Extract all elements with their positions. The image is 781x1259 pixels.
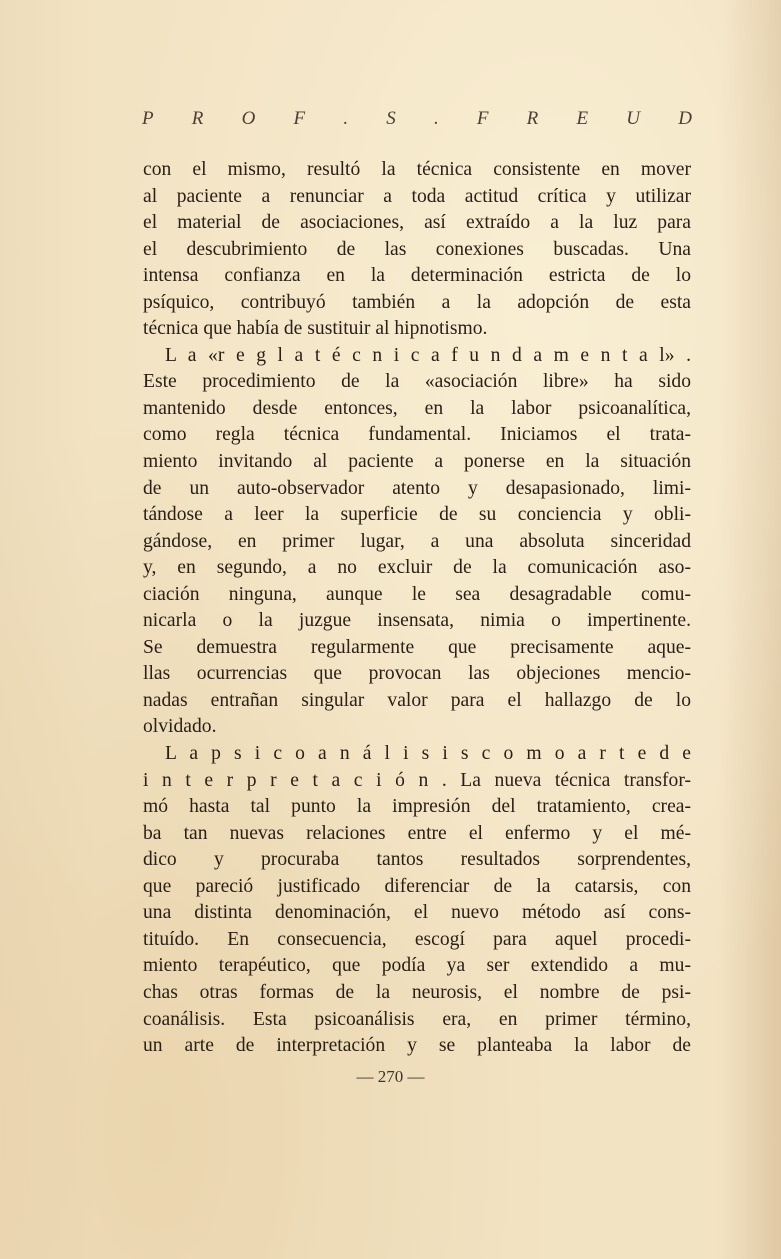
header-letter: F	[476, 108, 489, 129]
text-line: olvidado.	[143, 716, 217, 738]
header-letter: E	[576, 108, 589, 129]
text-line: Este procedimiento de la «asociación libre» ha sido	[143, 371, 691, 393]
text-line: intensa confianza en la determinación estricta de lo	[143, 265, 691, 287]
text-line: ba tan nuevas relaciones entre el enfermo y el mé-	[143, 822, 691, 844]
text-line: una distinta denominación, el nuevo método así cons-	[143, 902, 691, 924]
text-line: chas otras formas de la neurosis, el nombre de psi-	[143, 981, 691, 1003]
text-line: mó hasta tal punto la impresión del tratamiento, crea-	[143, 796, 691, 818]
section-heading-line: L a p s i c o a n á l i s i s c o m o a r t e d e	[165, 743, 691, 765]
text-line: nicarla o la juzgue insensata, nimia o impertinente.	[143, 610, 691, 632]
header-letter: P	[142, 108, 154, 129]
text-line: con el mismo, resultó la técnica consistente en mover	[143, 159, 691, 180]
text-line: miento terapéutico, que podía ya ser extendido a mu-	[143, 955, 691, 977]
text-line: ciación ninguna, aunque le sea desagradable comu-	[143, 583, 691, 605]
header-letter: O	[241, 108, 256, 129]
text-line: coanálisis. Esta psicoanálisis era, en primer término,	[143, 1008, 691, 1030]
header-letter: R	[526, 108, 539, 129]
section-heading-line: L a «r e g l a t é c n i c a f u n d a m e n t a l» .	[165, 344, 691, 366]
text-line: miento invitando al paciente a ponerse en la situación	[143, 451, 691, 473]
body-text	[143, 157, 691, 1060]
text-line: Se demuestra regularmente que precisamente aque-	[143, 636, 691, 658]
header-letter: .	[343, 108, 349, 129]
running-header	[142, 108, 692, 136]
text-line: tituído. En consecuencia, escogí para aquel procedi-	[143, 928, 691, 950]
text-line: técnica que había de sustituir al hipnotismo.	[143, 318, 488, 340]
header-letter: D	[678, 108, 692, 129]
header-letter: S	[386, 108, 396, 129]
text-line: mantenido desde entonces, en la labor psicoanalítica,	[143, 397, 691, 419]
text-line: llas ocurrencias que provocan las objeciones mencio-	[143, 663, 691, 685]
header-letter: R	[191, 108, 204, 129]
header-letter: .	[433, 108, 439, 129]
text-line: el descubrimiento de las conexiones buscadas. Una	[143, 238, 691, 260]
text-line: de un auto-observador atento y desapasionado, limi-	[143, 477, 691, 499]
page-number: — 270 —	[356, 1067, 425, 1086]
header-letter: U	[626, 108, 640, 129]
text-line: i n t e r p r e t a c i ó n . La nueva técnica transfor-	[143, 769, 691, 791]
text-line: psíquico, contribuyó también a la adopción de esta	[143, 291, 691, 313]
text-line: como regla técnica fundamental. Iniciamos el trata-	[143, 424, 691, 446]
paragraph-2	[143, 343, 691, 741]
text-line: gándose, en primer lugar, a una absoluta sinceridad	[143, 530, 691, 552]
paragraph-1	[143, 157, 691, 343]
text-line: al paciente a renunciar a toda actitud crítica y utilizar	[143, 185, 691, 207]
header-letter: F	[293, 108, 306, 129]
text-line: dico y procuraba tantos resultados sorprendentes,	[143, 849, 691, 871]
text-line: que pareció justificado diferenciar de la catarsis, con	[143, 875, 691, 897]
paragraph-3	[143, 741, 691, 1060]
text-line: tándose a leer la superficie de su conciencia y obli-	[143, 504, 691, 526]
text-line: el material de asociaciones, así extraído a la luz para	[143, 212, 691, 234]
text-line: un arte de interpretación y se planteaba la labor de	[143, 1035, 691, 1057]
text-line: nadas entrañan singular valor para el hallazgo de lo	[143, 689, 691, 711]
text-line: y, en segundo, a no excluir de la comunicación aso-	[143, 557, 691, 579]
